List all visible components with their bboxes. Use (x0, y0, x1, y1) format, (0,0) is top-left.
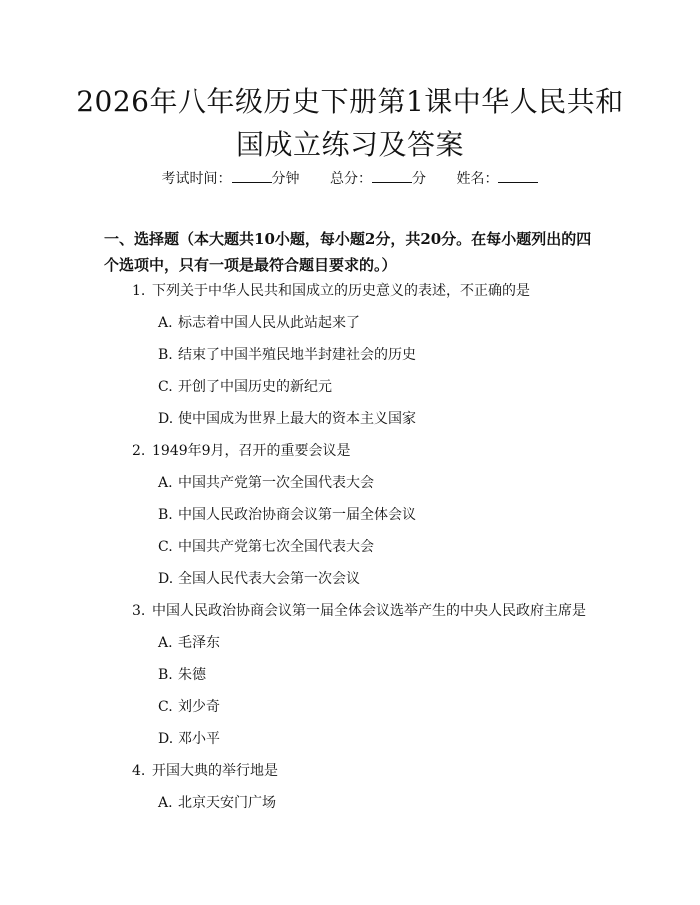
exam-meta (0, 168, 700, 189)
option-text: 刘少奇 (178, 699, 220, 715)
option-3c (158, 697, 220, 717)
option-letter: C. (158, 699, 173, 715)
option-text: 使中国成为世界上最大的资本主义国家 (178, 411, 416, 427)
question-2 (132, 441, 351, 461)
option-1c (158, 377, 332, 397)
question-3 (132, 601, 586, 621)
student-name-blank (498, 168, 538, 183)
question-number: 2. (132, 443, 146, 459)
option-3d (158, 729, 220, 749)
option-1d (158, 409, 416, 429)
option-text: 结束了中国半殖民地半封建社会的历史 (178, 347, 416, 363)
question-1 (132, 281, 530, 301)
option-1a (158, 313, 360, 333)
option-2d (158, 569, 360, 589)
option-text: 朱德 (178, 667, 206, 683)
document-title (40, 80, 660, 166)
option-letter: C. (158, 539, 173, 555)
option-2c (158, 537, 374, 557)
option-2a (158, 473, 374, 493)
option-letter: C. (158, 379, 173, 395)
question-number: 4. (132, 763, 146, 779)
option-text: 中国共产党第七次全国代表大会 (178, 539, 374, 555)
question-text: 开国大典的举行地是 (152, 763, 278, 779)
option-2b (158, 505, 416, 525)
total-score-blank (372, 168, 412, 183)
question-number: 3. (132, 603, 146, 619)
option-text: 邓小平 (178, 731, 220, 747)
title-line-2: 国成立练习及答案 (235, 128, 464, 161)
option-letter: B. (158, 667, 173, 683)
option-letter: D. (158, 571, 174, 587)
question-4 (132, 761, 278, 781)
option-3a (158, 633, 220, 653)
question-text: 中国人民政治协商会议第一届全体会议选举产生的中央人民政府主席是 (152, 603, 586, 619)
exam-time-label: 考试时间： (161, 171, 232, 187)
option-text: 毛泽东 (178, 635, 220, 651)
section-heading: 一、选择题（本大题共10小题，每小题2分，共20分。在每小题列出的四个选项中，只有一项是最符合题目要求的。） (104, 230, 592, 274)
option-letter: D. (158, 411, 174, 427)
option-text: 北京天安门广场 (178, 795, 276, 811)
total-score-unit: 分 (412, 171, 426, 187)
title-line-1: 2026年八年级历史下册第1课中华人民共和 (76, 85, 624, 118)
option-text: 中国共产党第一次全国代表大会 (178, 475, 374, 491)
student-name-label: 姓名： (456, 171, 499, 187)
question-text: 1949年9月，召开的重要会议是 (152, 443, 351, 459)
question-number: 1. (132, 283, 146, 299)
option-letter: B. (158, 347, 173, 363)
exam-time-field (162, 168, 300, 189)
option-text: 全国人民代表大会第一次会议 (178, 571, 360, 587)
total-score-label: 总分： (330, 171, 372, 187)
exam-time-blank (232, 168, 272, 183)
option-letter: B. (158, 507, 173, 523)
option-letter: A. (158, 315, 173, 331)
option-letter: A. (158, 635, 173, 651)
question-text: 下列关于中华人民共和国成立的历史意义的表述，不正确的是 (152, 283, 530, 299)
option-4a (158, 793, 276, 813)
option-1b (158, 345, 416, 365)
option-text: 标志着中国人民从此站起来了 (178, 315, 360, 331)
student-name-field (456, 168, 538, 189)
option-text: 中国人民政治协商会议第一届全体会议 (178, 507, 416, 523)
option-text: 开创了中国历史的新纪元 (178, 379, 332, 395)
total-score-field (330, 168, 426, 189)
exam-time-unit: 分钟 (271, 171, 300, 187)
option-letter: A. (158, 475, 173, 491)
option-letter: D. (158, 731, 174, 747)
option-3b (158, 665, 206, 685)
option-letter: A. (158, 795, 173, 811)
